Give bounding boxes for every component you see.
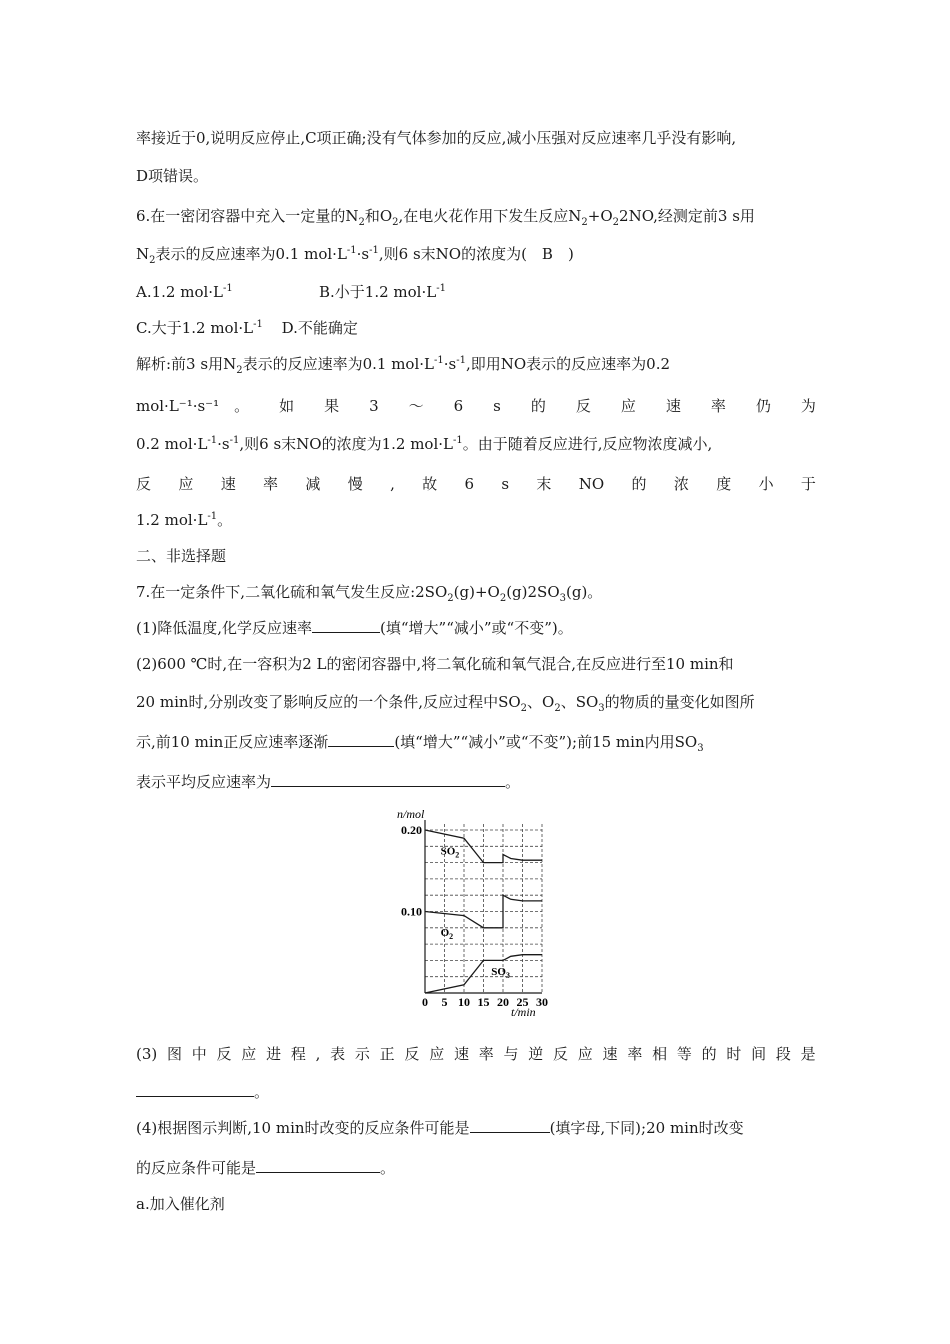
series-label-o2: $O_2$ [440,926,454,941]
answer-blank[interactable] [136,1082,254,1097]
question-6-stem: $N_2$表示的反应速率为0.1 $mol\cdot L^{-1}\cdot s^{-1}$,则6 s末NO的浓度为( B ) [136,245,574,266]
series-label-so2: $SO_2$ [440,845,460,860]
explanation-line: 解析:前3 s用$N_2$表示的反应速率为0.1 $mol\cdot L^{-1}\cdot s^{-1}$,即用NO表示的反应速率为0.2 [136,355,670,376]
answer-blank[interactable] [328,732,394,747]
y-tick-label: 0.10 [401,904,422,919]
explanation-line: 反 应 速 率 减 慢 , 故 6 s 末 NO 的 浓 度 小 于 [136,475,816,493]
x-tick-label: 20 [497,995,509,1009]
text-line: D项错误。 [136,167,209,185]
question-7-part-1: (1)降低温度,化学反应速率 (填“增大”“减小”或“不变”)。 [136,619,573,637]
answer-blank[interactable] [312,618,380,633]
question-7-part-2: 示,前10 min正反应速率逐渐 (填“增大”“减小”或“不变”);前15 min内用$SO_3$ [136,733,704,754]
x-tick-label: 0 [422,995,428,1009]
x-tick-label: 10 [458,995,470,1009]
x-tick-label: 5 [441,995,448,1009]
options-row [136,282,816,302]
text-line: 率接近于0,说明反应停止,C项正确;没有气体参加的反应,减小压强对反应速率几乎没有影响, [136,129,737,147]
y-axis-label: n/mol [397,807,425,821]
question-6-stem: 6.在一密闭容器中充入一定量的$N_2$和$O_2$,在电火花作用下发生反应$N_2+O_22NO$,经测定前3 s用 [136,207,755,228]
answer-blank[interactable] [470,1118,550,1133]
answer-blank[interactable] [256,1158,380,1173]
y-tick-label: 0.20 [401,823,422,837]
question-7-part-3: 。 [136,1082,816,1102]
question-7-part-2: 表示平均反应速率为 。 [136,773,521,791]
amount-vs-time-chart [380,806,560,1022]
option-a: A.1.2 $mol\cdot L^{-1}$ [136,283,233,301]
question-7-part-2: (2)600 ℃时,在一容积为2 L的密闭容器中,将二氧化硫和氧气混合,在反应进行至10 min和 [136,655,734,673]
question-7-part-2: 20 min时,分别改变了影响反应的一个条件,反应过程中$SO_2$、$O_2$、$SO_3$的物质的量变化如图所 [136,693,755,714]
option-c: C.大于1.2 $mol\cdot L^{-1}$ [136,319,263,337]
option-d: D.不能确定 [281,319,358,337]
question-7-stem: 7.在一定条件下,二氧化硫和氧气发生反应$:2SO_2(g)+O_2(g)2SO_3(g)$。 [136,583,603,604]
x-axis-label: t/min [511,1005,536,1019]
question-7-part-4: (4)根据图示判断,10 min时改变的反应条件可能是 (填字母,下同);20 min时改变 [136,1119,744,1137]
options-row [136,318,816,338]
x-tick-label: 15 [477,995,490,1009]
x-tick-label: 30 [536,995,548,1009]
x-tick-label: 25 [516,995,529,1009]
explanation-line: mol·L⁻¹·s⁻¹ 。 如 果 3 ～ 6 s 的 反 应 速 率 仍 为 [136,397,816,415]
question-7-part-3: (3) 图 中 反 应 进 程 , 表 示 正 反 应 速 率 与 逆 反 应 速 率 相 等 的 时 间 段 是 [136,1045,816,1063]
section-heading: 二、非选择题 [136,547,227,565]
question-7-part-4: 的反应条件可能是 。 [136,1159,396,1177]
answer-blank[interactable] [271,772,505,787]
explanation-line: 0.2 $mol\cdot L^{-1}\cdot s^{-1}$,则6 s末NO的浓度为1.2 $mol\cdot L^{-1}$。由于随着反应进行,反应物浓度减小, [136,435,713,453]
series-label-so3: $SO_3$ [491,966,510,981]
option-b: B.小于1.2 $mol\cdot L^{-1}$ [319,283,446,301]
explanation-line: 1.2 $mol\cdot L^{-1}$。 [136,511,233,529]
option-a-catalyst: a.加入催化剂 [136,1195,225,1213]
